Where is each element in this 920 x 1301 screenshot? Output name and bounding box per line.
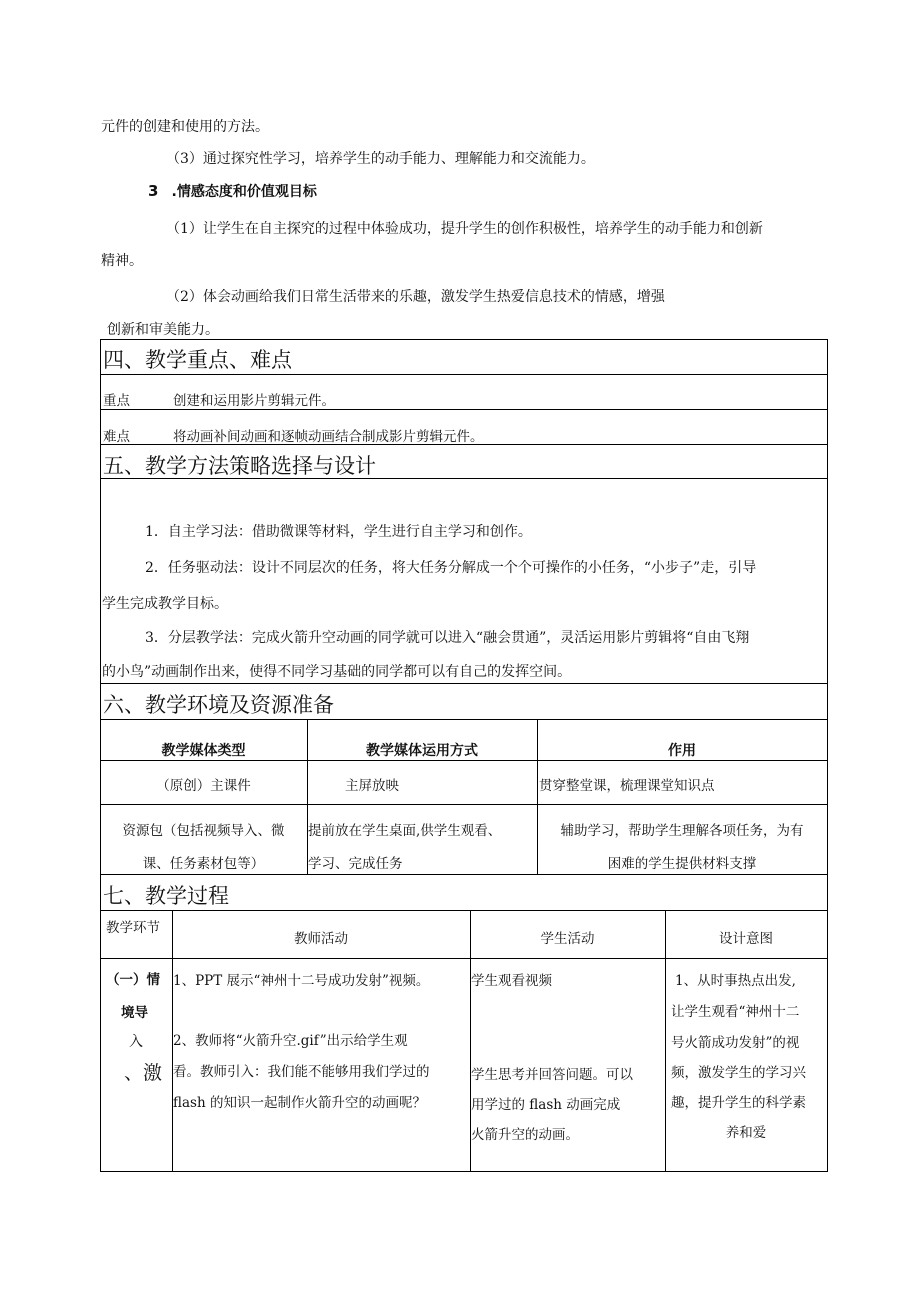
rule	[100, 760, 828, 761]
method-2-line-1: 2．任务驱动法：设计不同层次的任务，将大任务分解成一个个可操作的小任务，“小步子”走，引导	[145, 560, 757, 576]
media-row-2-type-line-2: 课、任务素材包等）	[142, 856, 265, 872]
intent-line-3: 号火箭成功发射”的视	[671, 1035, 800, 1051]
intent-line-5: 趣，提升学生的科学素	[671, 1095, 806, 1111]
section-5-title: 五、教学方法策略选择与设计	[103, 454, 376, 478]
student-activity-2-line-2: 用学过的 flash 动画完成	[471, 1097, 621, 1113]
rule	[100, 339, 828, 340]
rule	[100, 958, 828, 959]
table-border-right	[827, 339, 828, 1172]
method-3-line-1: 3．分层教学法：完成火箭升空动画的同学就可以进入“融会贯通”，灵活运用影片剪辑将“自由飞翔	[145, 630, 750, 646]
stage-line-4: 、激	[124, 1062, 163, 1084]
teacher-activity-2-line-1: 2、教师将“火箭升空.gif”出示给学生观	[173, 1033, 408, 1049]
student-activity-2-line-3: 火箭升空的动画。	[471, 1127, 579, 1143]
key-point-text: 创建和运用影片剪辑元件。	[173, 393, 335, 409]
media-table-header-type: 教学媒体类型	[161, 743, 246, 759]
teacher-activity-2-line-2: 看。教师引入：我们能不能够用我们学过的	[173, 1064, 430, 1080]
intro-line-1: 元件的创建和使用的方法。	[101, 119, 269, 135]
difficulty-label: 难点	[103, 429, 130, 445]
process-header-student: 学生活动	[540, 931, 595, 947]
stage-line-2: 境导	[121, 1005, 148, 1021]
stage-line-3: 入	[129, 1034, 143, 1050]
intent-line-1: 1、从时事热点出发,	[675, 973, 796, 989]
media-table-header-method: 教学媒体运用方式	[366, 743, 478, 759]
media-row-2-effect-line-2: 困难的学生提供材料支撑	[607, 856, 757, 872]
media-row-1-effect: 贯穿整堂课，梳理课堂知识点	[539, 778, 715, 794]
intent-line-2: 让学生观看“神州十二	[671, 1004, 800, 1020]
student-activity-2-line-1: 学生思考并回答问题。可以	[471, 1067, 633, 1083]
difficulty-text: 将动画补间动画和逐帧动画结合制成影片剪辑元件。	[173, 429, 484, 445]
section-7-title: 七、教学过程	[103, 884, 229, 908]
intent-line-6: 养和爱	[725, 1125, 767, 1141]
intent-line-4: 频，激发学生的学习兴	[671, 1065, 806, 1081]
rule	[100, 804, 828, 805]
media-row-2-method-line-2: 学习、完成任务	[308, 856, 403, 872]
affective-goal-1-line-2: 精神。	[101, 253, 143, 269]
process-header-intent: 设计意图	[719, 931, 773, 947]
heading-number: 3	[148, 182, 159, 200]
rule	[100, 374, 828, 375]
key-point-label: 重点	[103, 393, 130, 409]
media-row-2-type-line-1: 资源包（包括视频导入、微	[122, 823, 285, 839]
student-activity-1: 学生观看视频	[471, 973, 552, 989]
rule	[100, 874, 828, 875]
media-row-2-method-line-1: 提前放在学生桌面,供学生观看、	[308, 823, 502, 839]
section-4-title: 四、教学重点、难点	[103, 348, 292, 372]
teacher-activity-2-line-3: flash 的知识一起制作火箭升空的动画呢？	[173, 1095, 426, 1111]
rule	[100, 910, 828, 911]
method-1: 1．自主学习法：借助微课等材料，学生进行自主学习和创作。	[145, 524, 532, 540]
teacher-activity-1: 1、PPT 展示“神州十二号成功发射”视频。	[173, 973, 430, 989]
media-row-2-effect-line-1: 辅助学习，帮助学生理解各项任务，为有	[560, 823, 804, 839]
stage-line-1: （一）情	[106, 972, 160, 988]
heading-text: .情感态度和价值观目标	[171, 184, 317, 200]
affective-goal-1-line-1: （1）让学生在自主探究的过程中体验成功，提升学生的创作积极性，培养学生的动手能力和创新	[166, 221, 763, 237]
intro-objective-3: （3）通过探究性学习，培养学生的动手能力、理解能力和交流能力。	[166, 151, 595, 167]
process-header-teacher: 教师活动	[294, 931, 348, 947]
affective-goal-2-line-1: （2）体会动画给我们日常生活带来的乐趣，激发学生热爱信息技术的情感，增强	[166, 289, 665, 305]
heading-affective-goals	[148, 181, 317, 201]
method-2-line-2: 学生完成教学目标。	[102, 596, 228, 612]
method-3-line-2: 的小鸟”动画制作出来，使得不同学习基础的同学都可以有自己的发挥空间。	[102, 664, 572, 680]
affective-goal-2-line-2: 创新和审美能力。	[107, 322, 219, 338]
rule	[100, 719, 828, 720]
rule	[100, 683, 828, 684]
media-table-header-effect: 作用	[668, 743, 696, 759]
section-6-title: 六、教学环境及资源准备	[103, 693, 334, 717]
media-row-1-type: （原创）主课件	[156, 778, 251, 794]
rule	[100, 1171, 828, 1172]
process-header-stage: 教学环节	[106, 920, 160, 936]
media-row-1-method: 主屏放映	[345, 778, 399, 794]
rule	[100, 409, 828, 410]
